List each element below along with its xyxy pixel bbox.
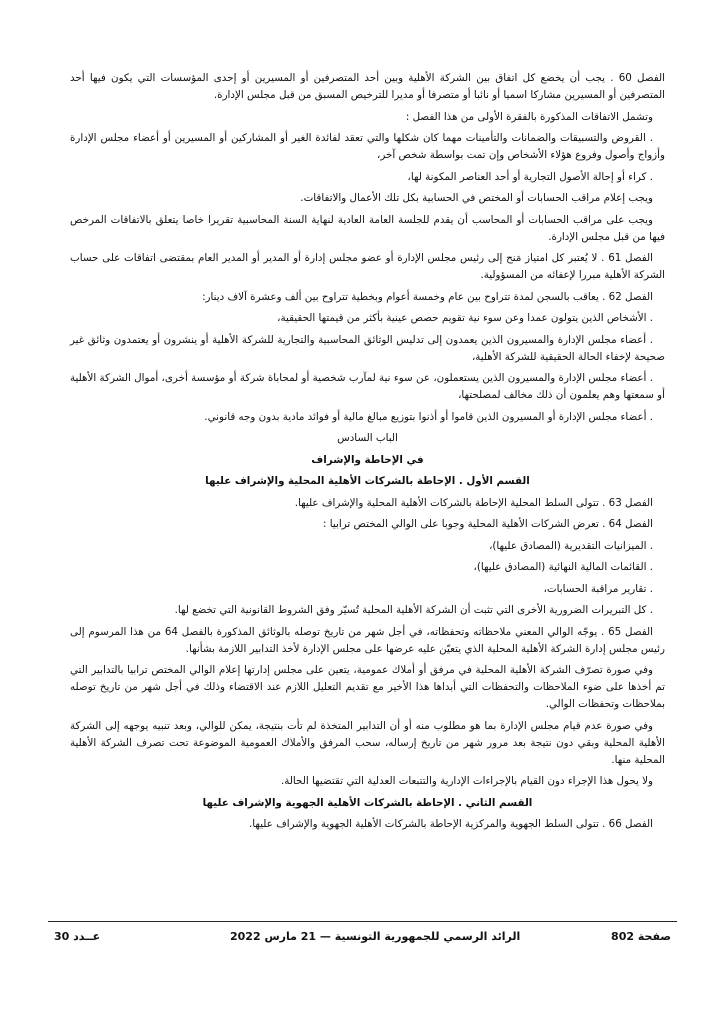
paragraph: الفصل 64 . تعرض الشركات الأهلية المحلية وجوبا على الوالي المختص ترابيا : — [322, 518, 653, 530]
footer-page-number: صفحة 802 — [611, 930, 671, 943]
section-heading: القسم الثاني . الإحاطة بالشركات الأهلية الجهوية والإشراف عليها — [202, 796, 533, 809]
paragraph: . كل التبريرات الضرورية الأخرى التي تثبت أن الشركة الأهلية المحلية تُسيّر وفق الشروط القانونية التي تخضع لها. — [174, 604, 653, 616]
paragraph: ولا يحول هذا الإجراء دون القيام بالإجراءات الإدارية والتتبعات العدلية التي تقتضيها الحالة. — [280, 775, 653, 787]
section-heading: الباب السادس — [337, 432, 398, 444]
footer-gazette-title: الرائد الرسمي للجمهورية التونسية — 21 مارس 2022 — [230, 930, 521, 943]
paragraph: . الميزانيات التقديرية (المصادق عليها)، — [489, 539, 653, 552]
paragraph: ويجب إعلام مراقب الحسابات أو المختص في الحسابية بكل تلك الأعمال والاتفاقات. — [300, 192, 653, 204]
paragraph: الفصل 63 . تتولى السلط المحلية الإحاطة بالشركات الأهلية المحلية والإشراف عليها. — [294, 496, 653, 509]
paragraph: . أعضاء مجلس الإدارة والمسيرون الذين يستعملون، عن سوء نية لمآرب شخصية أو لمحاباة شركة أو مؤسسة أخرى، أموال الشركة الأهلية أو سمعتها وهم يعلمون أن ذلك مخالف لمصلحتها، — [70, 372, 665, 401]
document-body — [70, 70, 665, 838]
footer-divider — [48, 921, 677, 922]
paragraph: . القائمات المالية النهائية (المصادق عليها)، — [473, 561, 653, 573]
paragraph: . أعضاء مجلس الإدارة أو المسيرون الذين قاموا أو أذنوا بتوزيع مبالغ مالية أو فوائد مادية بدون وجه قانوني. — [204, 410, 653, 423]
paragraph: وتشمل الاتفاقات المذكورة بالفقرة الأولى من هذا الفصل : — [405, 110, 653, 123]
paragraph: ويجب على مراقب الحسابات أو المحاسب أن يقدم للجلسة العامة العادية لنهاية السنة المحاسبية تقريرا خاصا يتعلق بالاتفاقات المرخص فيها من قبل مجلس الإدارة. — [70, 213, 665, 243]
paragraph: . تقارير مراقبة الحسابات، — [543, 582, 653, 595]
paragraph: الفصل 61 . لا يُعتبر كل امتياز مَنح إلى رئيس مجلس الإدارة أو عضو مجلس إدارة أو المدير أو المدير العام بمقتضى اتفاقات على حساب الشركة الأهلية مبررا لإعفائه من المسؤولية. — [70, 252, 665, 281]
paragraph: . الأشخاص الذين يتولون عمدا وعن سوء نية تقويم حصص عينية بأكثر من قيمتها الحقيقية، — [277, 312, 653, 324]
paragraph: الفصل 66 . تتولى السلط الجهوية والمركزية الإحاطة بالشركات الأهلية الجهوية والإشراف عليها. — [248, 818, 653, 830]
paragraph: . كراء أو إحالة الأصول التجارية أو أحد العناصر المكونة لها، — [407, 170, 653, 183]
paragraph: . أعضاء مجلس الإدارة والمسيرون الذين يعمدون إلى تدليس الوثائق المحاسبية والتجارية للشركة الأهلية أو ينشرون أو يعتمدون وثائق غير صحيحة لإخفاء الحالة الحقيقية للشركة الأهلية، — [70, 333, 665, 363]
paragraph: الفصل 62 . يعاقب بالسجن لمدة تتراوح بين عام وخمسة أعوام وبخطية تتراوح بين ألف وعشرة آلاف دينار: — [202, 290, 653, 303]
paragraph: الفصل 60 . يجب أن يخضع كل اتفاق بين الشركة الأهلية وبين أحد المتصرفين أو المسيرين أو إحدى المؤسسات التي يكون فيها أحد المتصرفين أو المسيرين مشاركا اسميا أو نائبا أو متصرفا أو مديرا للترخيص المسبق من قبل مجلس الإدارة. — [70, 72, 665, 101]
section-heading: القسم الأول . الإحاطة بالشركات الأهلية المحلية والإشراف عليها — [205, 475, 530, 487]
paragraph: وفي صورة تصرّف الشركة الأهلية المحلية في مرفق أو أملاك عمومية، يتعين على مجلس إدارتها إعلام الوالي المختص ترابيا بالتدابير التي تم أخذها على ضوء الملاحظات والتحفظات التي أبداها هذا الأخير مع تقديم التعليل اللازم عند الاقتضاء وذلك في أجل شهر من تاريخ توصله بملاحظات وتحفظات الوالي. — [70, 664, 665, 710]
footer-issue-number: عــدد 30 — [54, 930, 101, 943]
paragraph: الفصل 65 . يوجّه الوالي المعني ملاحظاته وتحفظاته، في أجل شهر من تاريخ توصله بالوثائق المذكورة بالفصل 64 من هذا المرسوم إلى رئيس مجلس إدارة الشركة الأهلية المحلية الذي يتعيّن عليه عرضها على مجلس الإدارة لأخذ التدابير اللازمة بشأنها. — [70, 625, 665, 655]
paragraph: وفي صورة عدم قيام مجلس الإدارة بما هو مطلوب منه أو أن التدابير المتخذة لم تأت بنتيجة، يمكن للوالي، وبعد تنبيه يوجهه إلى الشركة الأهلية المحلية وبقي دون نتيجة بعد مرور شهر من تاريخ إرساله، سحب المرفق والأملاك العمومية الموضوعة تحت تصرف الشركة الأهلية المحلية منها. — [70, 719, 665, 766]
section-heading: في الإحاطة والإشراف — [311, 453, 424, 466]
paragraph: . القروض والتسبيقات والضمانات والتأمينات مهما كان شكلها والتي تعقد لفائدة الغير أو المشاركين أو المسيرين أو أعضاء مجلس الإدارة وأزواج وأصول وفروع هؤلاء الأشخاص وإن تمت بواسطة شخص آخر، — [70, 132, 665, 161]
